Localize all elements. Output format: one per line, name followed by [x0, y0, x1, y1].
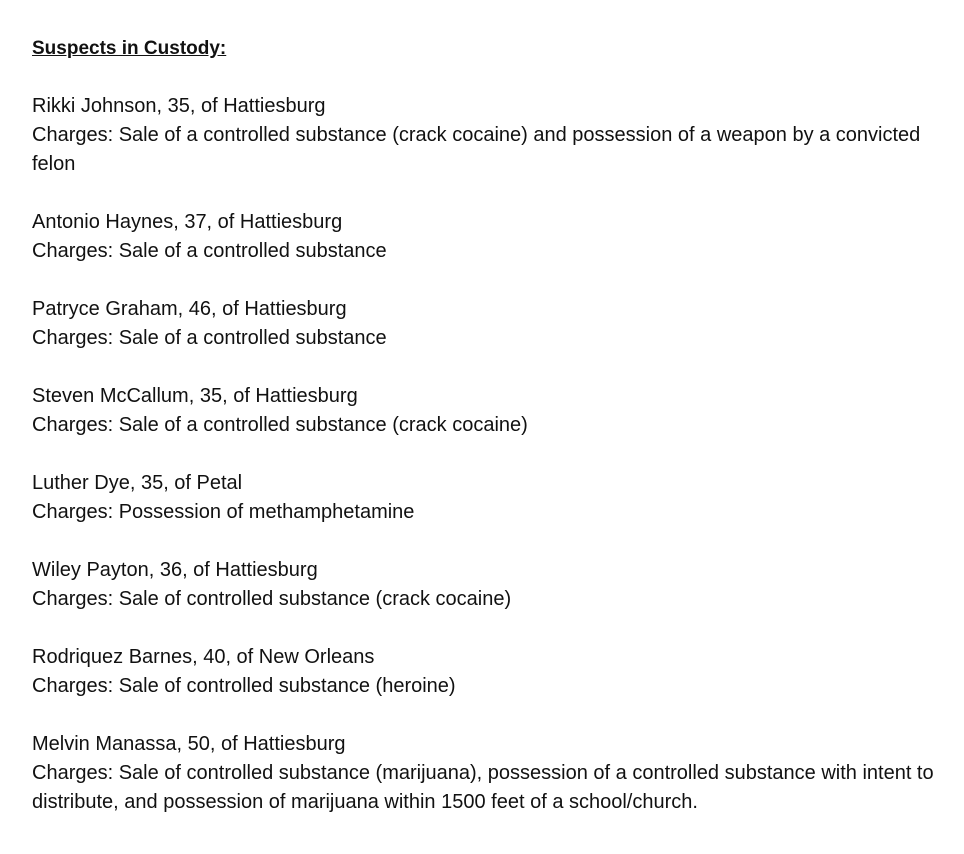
- suspect-charges: Charges: Possession of methamphetamine: [32, 501, 415, 523]
- suspect-charges: Charges: Sale of controlled substance (marijuana), possession of a controlled substance with intent to distribute, and possession of marijuana within 1500 feet of a school/church.: [32, 762, 934, 813]
- suspect-entry: [32, 643, 937, 701]
- document: [32, 34, 937, 846]
- suspect-entry: [32, 556, 937, 614]
- suspect-entry: [32, 469, 937, 527]
- suspect-entry: [32, 730, 937, 817]
- document-heading: Suspects in Custody:: [32, 38, 227, 59]
- suspect-name: Patryce Graham, 46, of Hattiesburg: [32, 298, 347, 320]
- suspect-charges: Charges: Sale of controlled substance (crack cocaine): [32, 588, 512, 610]
- suspect-charges: Charges: Sale of a controlled substance: [32, 327, 387, 349]
- suspect-name: Rikki Johnson, 35, of Hattiesburg: [32, 95, 326, 117]
- suspect-charges: Charges: Sale of a controlled substance: [32, 240, 387, 262]
- suspect-name: Antonio Haynes, 37, of Hattiesburg: [32, 211, 343, 233]
- suspect-name: Wiley Payton, 36, of Hattiesburg: [32, 559, 318, 581]
- suspect-entry: [32, 382, 937, 440]
- suspect-entry: [32, 295, 937, 353]
- suspect-charges: Charges: Sale of controlled substance (heroine): [32, 675, 456, 697]
- suspect-entry: [32, 92, 937, 179]
- suspect-charges: Charges: Sale of a controlled substance (crack cocaine): [32, 414, 528, 436]
- suspect-name: Rodriquez Barnes, 40, of New Orleans: [32, 646, 375, 668]
- suspect-charges: Charges: Sale of a controlled substance (crack cocaine) and possession of a weapon by a convicted felon: [32, 124, 921, 175]
- suspect-entry: [32, 208, 937, 266]
- suspect-name: Melvin Manassa, 50, of Hattiesburg: [32, 733, 346, 755]
- suspect-name: Luther Dye, 35, of Petal: [32, 472, 243, 494]
- suspect-name: Steven McCallum, 35, of Hattiesburg: [32, 385, 358, 407]
